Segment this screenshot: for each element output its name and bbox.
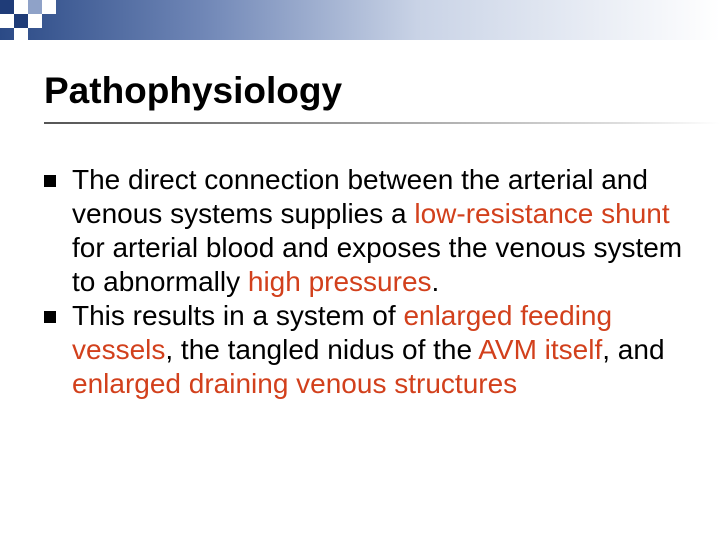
bullet-text: for arterial blood and exposes the venous system to abnormally [72, 232, 683, 297]
header-gradient-band [0, 0, 720, 40]
highlighted-term: high pressures [247, 266, 432, 297]
highlighted-term: enlarged feeding vessels [72, 300, 613, 365]
decorative-square [42, 0, 56, 14]
highlighted-term: low-resistance shunt [414, 198, 670, 229]
bullet-text: , the tangled nidus of the [165, 334, 479, 365]
decorative-square [14, 14, 28, 28]
highlighted-term: AVM itself [478, 334, 603, 365]
decorative-square [14, 28, 28, 40]
bullet-text: , and [602, 334, 665, 365]
highlighted-term: enlarged draining venous structures [72, 368, 518, 399]
decorative-square [0, 14, 14, 28]
decorative-square [28, 14, 42, 28]
bullet-text: . [431, 266, 440, 297]
square-bullet-icon [44, 311, 56, 323]
bullet-text: The direct connection between the arterial and venous systems supplies a [72, 164, 648, 229]
square-bullet-icon [44, 175, 56, 187]
bullet-item [44, 163, 704, 299]
decorative-square [0, 0, 14, 14]
decorative-square [14, 0, 28, 14]
title-underline-rule [44, 122, 720, 124]
bullet-list [44, 163, 704, 401]
slide-title: Pathophysiology [44, 70, 343, 111]
bullet-text: This results in a system of [72, 300, 404, 331]
bullet-item [44, 299, 704, 401]
decorative-square [28, 0, 42, 14]
